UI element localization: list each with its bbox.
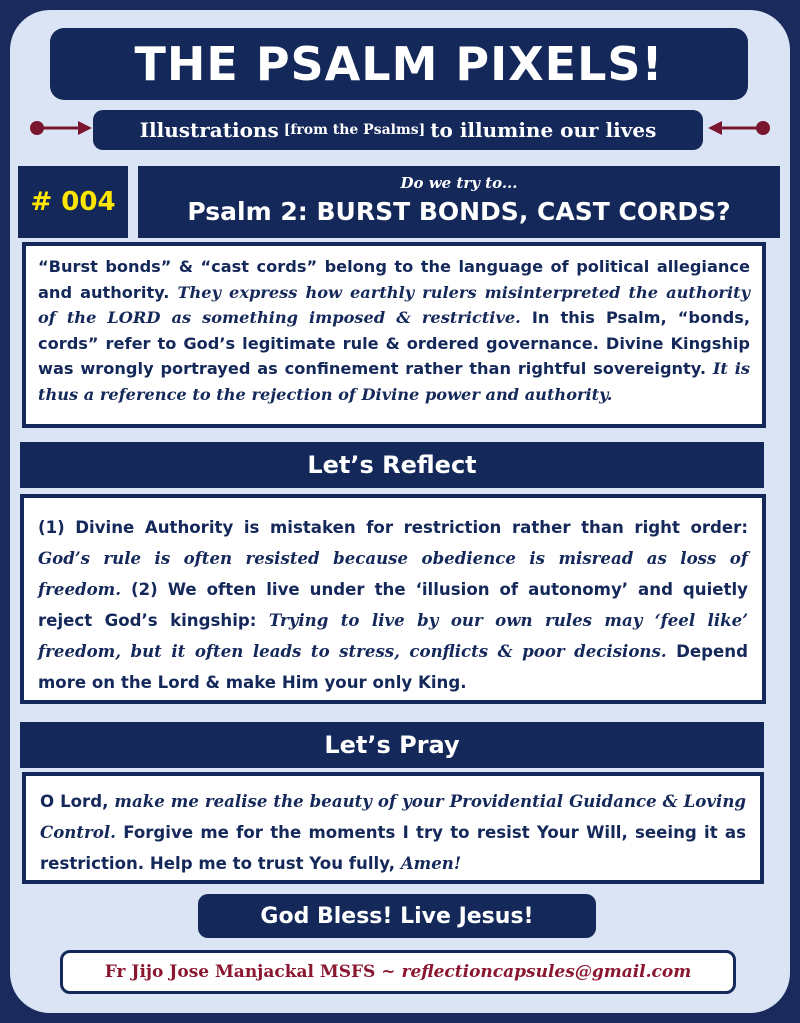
author-email: reflectioncapsules@gmail.com <box>401 962 692 982</box>
pray-emphasis: make me realise the beauty of your Providential Guidance & Loving Control. <box>40 791 746 842</box>
pray-text: Forgive me for the moments I try to resist Your Will, seeing it as restriction. Help me to trust You fully, <box>40 823 747 873</box>
episode-number: # 004 <box>30 187 116 217</box>
reflect-text: (1) Divine Authority is mistaken for restriction rather than right order: <box>38 518 748 537</box>
pray-panel <box>22 772 764 884</box>
author-footer <box>60 950 736 994</box>
title-text: THE PSALM PIXELS! <box>134 37 664 91</box>
subtitle-part: to illumine our lives <box>430 118 657 142</box>
reflect-text: Depend more on the Lord & make Him your only King. <box>38 642 748 692</box>
intro-emphasis: It is thus a reference to the rejection of Divine power and authority. <box>38 359 751 404</box>
reflect-heading-text: Let’s Reflect <box>307 451 477 479</box>
pray-heading <box>20 722 764 768</box>
reflect-heading <box>20 442 764 488</box>
episode-heading <box>138 166 780 238</box>
blessing-banner <box>198 894 596 938</box>
reflect-panel <box>20 494 766 704</box>
intro-panel <box>22 242 766 428</box>
intro-emphasis: They express how earthly rulers misinterpreted the authority of the LORD as something imposed & restrictive. <box>38 282 750 327</box>
blessing-text: God Bless! Live Jesus! <box>260 903 534 929</box>
reflect-emphasis: God’s rule is often resisted because obedience is misread as loss of freedom. <box>38 548 748 599</box>
reflect-text: (2) We often live under the ‘illusion of autonomy’ and quietly reject God’s kingship: <box>38 580 748 630</box>
pray-text: O Lord, <box>40 792 109 811</box>
episode-number-badge <box>18 166 128 238</box>
subtitle <box>93 110 703 150</box>
pray-emphasis: Amen! <box>400 853 462 873</box>
page-title <box>50 28 748 100</box>
arrow-right-icon <box>28 113 94 143</box>
arrow-left-icon <box>706 113 772 143</box>
episode-title: Psalm 2: BURST BONDS, CAST CORDS? <box>187 197 731 226</box>
subtitle-part: Illustrations <box>139 118 279 142</box>
author-name: Fr Jijo Jose Manjackal MSFS ~ <box>104 962 396 982</box>
episode-kicker: Do we try to... <box>400 174 518 192</box>
subtitle-note: [from the Psalms] <box>283 122 426 138</box>
intro-text: “Burst bonds” & “cast cords” belong to the language of political allegiance and authority. <box>38 257 750 302</box>
intro-text: In this Psalm, “bonds, cords” refer to God’s legitimate rule & ordered governance. Divine Kingship was wrongly portrayed as confinement rather than rightful sovereignty. <box>38 308 750 378</box>
pray-heading-text: Let’s Pray <box>324 731 460 759</box>
reflect-emphasis: Trying to live by our own rules may ‘feel like’ freedom, but it often leads to stress, conflicts & poor decisions. <box>38 610 748 661</box>
